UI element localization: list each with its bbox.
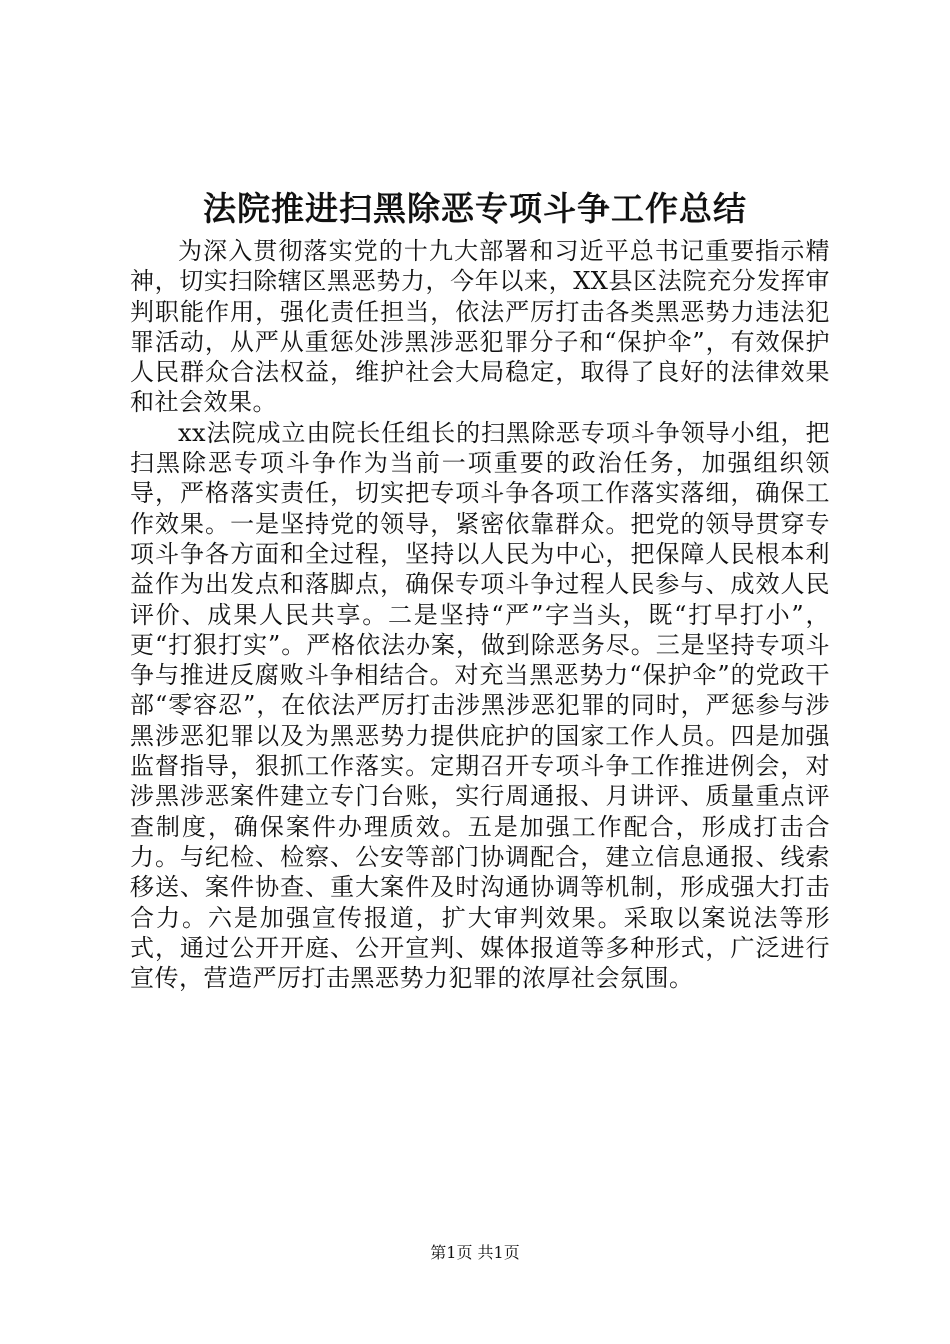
document-body [130,236,830,993]
paragraph-intro: 为深入贯彻落实党的十九大部署和习近平总书记重要指示精神，切实扫除辖区黑恶势力，今年以来，XX县区法院充分发挥审判职能作用，强化责任担当，依法严厉打击各类黑恶势力违法犯罪活动，从严从重惩处涉黑涉恶犯罪分子和“保护伞”，有效保护人民群众合法权益，维护社会大局稳定，取得了良好的法律效果和社会效果。 [130,237,830,417]
paragraph-measures: xx法院成立由院长任组长的扫黑除恶专项斗争领导小组，把扫黑除恶专项斗争作为当前一项重要的政治任务，加强组织领导，严格落实责任，切实把专项斗争各项工作落实落细，确保工作效果。一是坚持党的领导，紧密依靠群众。把党的领导贯穿专项斗争各方面和全过程，坚持以人民为中心，把保障人民根本利益作为出发点和落脚点，确保专项斗争过程人民参与、成效人民评价、成果人民共享。二是坚持“严”字当头，既“打早打小”，更“打狠打实”。严格依法办案，做到除恶务尽。三是坚持专项斗争与推进反腐败斗争相结合。对充当黑恶势力“保护伞”的党政干部“零容忍”，在依法严厉打击涉黑涉恶犯罪的同时，严惩参与涉黑涉恶犯罪以及为黑恶势力提供庇护的国家工作人员。四是加强监督指导，狠抓工作落实。定期召开专项斗争工作推进例会，对涉黑涉恶案件建立专门台账，实行周通报、月讲评、质量重点评查制度，确保案件办理质效。五是加强工作配合，形成打击合力。与纪检、检察、公安等部门协调配合，建立信息通报、线索移送、案件协查、重大案件及时沟通协调等机制，形成强大打击合力。六是加强宣传报道，扩大审判效果。采取以案说法等形式，通过公开开庭、公开宣判、媒体报道等多种形式，广泛进行宣传，营造严厉打击黑恶势力犯罪的浓厚社会氛围。 [130,418,830,993]
document-title: 法院推进扫黑除恶专项斗争工作总结 [203,189,747,228]
page-footer: 第1页 共1页 [430,1243,520,1262]
